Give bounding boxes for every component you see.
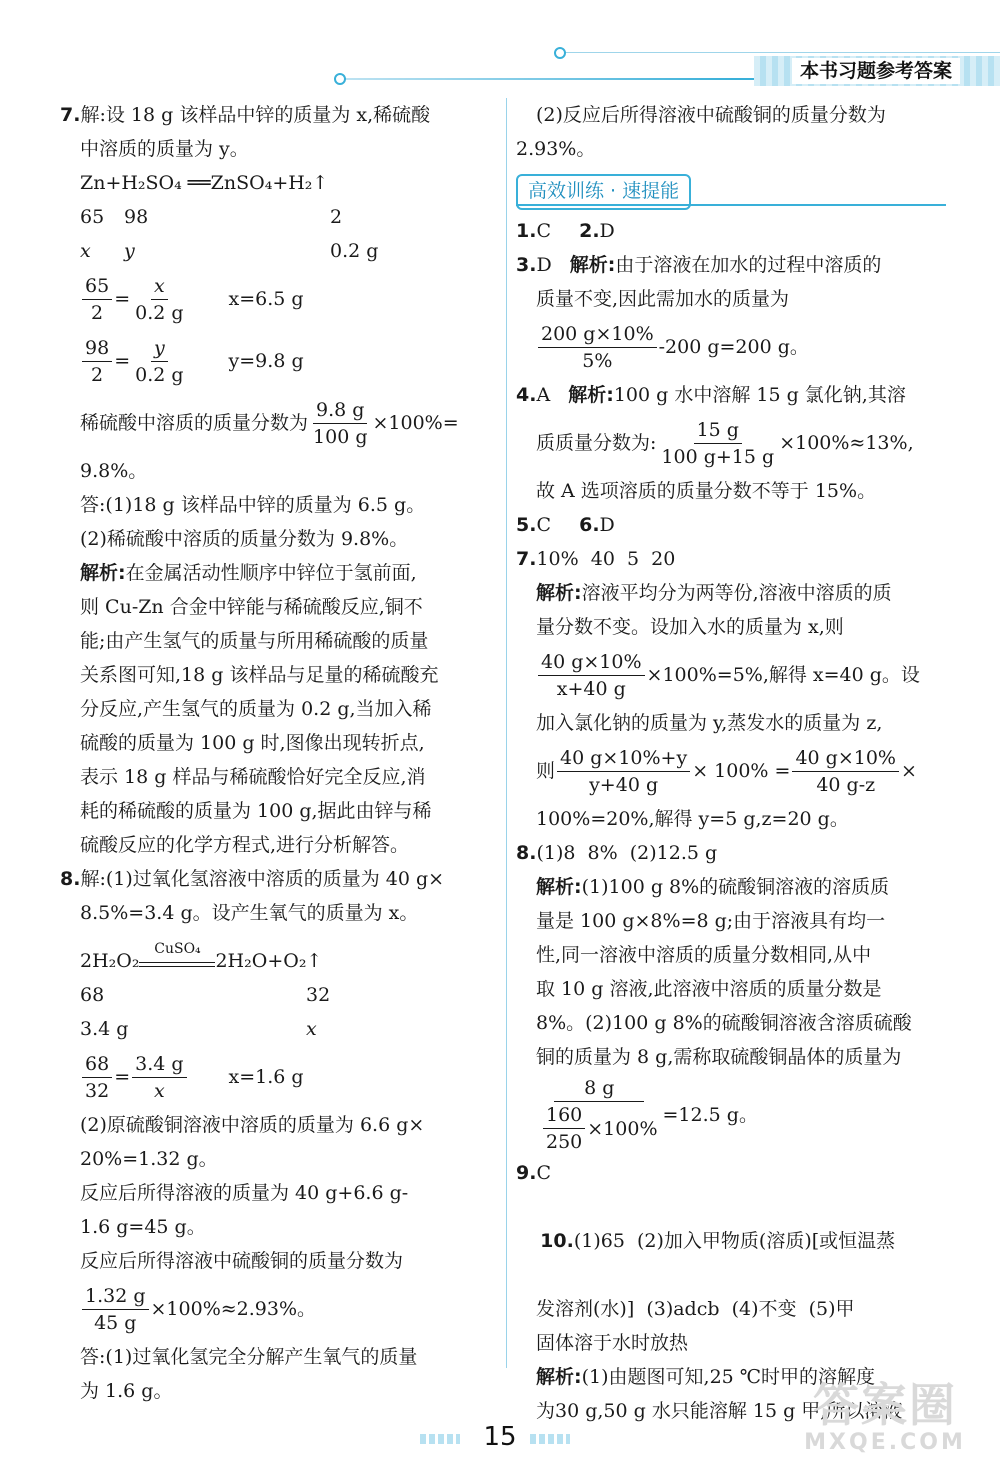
- denominator: 100 g: [313, 425, 368, 448]
- proportion-4: [60, 1278, 500, 1340]
- fraction-label: 则: [536, 760, 556, 782]
- analysis-text: 100 g 水中溶解 15 g 氯化钠,其溶: [613, 384, 906, 406]
- item-7-fraction-1: [516, 644, 956, 706]
- item-answer: D: [536, 254, 552, 276]
- answer-1: 答:(1)18 g 该样品中锌的质量为 6.5 g。: [80, 494, 426, 516]
- mass-fraction-result: 9.8%。: [80, 460, 148, 482]
- analysis-line: 关系图可知,18 g 该样品与足量的稀硫酸充: [80, 664, 439, 686]
- equation-peroxide: [60, 941, 500, 978]
- item-number: 2.: [579, 220, 600, 242]
- item-10-line-1: [516, 1190, 956, 1292]
- value-h2o2: 3.4 g: [80, 1018, 129, 1040]
- left-column: [60, 98, 500, 1408]
- denominator: 2: [91, 301, 104, 324]
- fraction: [132, 273, 186, 326]
- analysis-label: 解析:: [536, 876, 582, 898]
- r-line-2: 2.93%。: [516, 138, 596, 160]
- fraction-mid: × 100% =: [692, 760, 791, 782]
- fraction-tail: ×100%≈2.93%。: [150, 1298, 317, 1320]
- section-header: [516, 166, 956, 214]
- numerator: 40 g×10%: [538, 649, 645, 676]
- mass-h2so4: 98: [124, 206, 149, 228]
- denominator: x+40 g: [556, 677, 626, 700]
- analysis-text: (1)由题图可知,25 ℃时甲的溶解度: [581, 1366, 876, 1388]
- analysis-label: 解析:: [569, 254, 616, 276]
- equation-masses-2: [60, 978, 500, 1012]
- header-rule: [560, 52, 1000, 53]
- item-answer: D: [599, 220, 615, 242]
- item-9-answer: [516, 1156, 956, 1190]
- analysis-text: 由于溶液在加水的过程中溶质的: [615, 254, 882, 276]
- item-8-fraction: [516, 1074, 956, 1156]
- numerator: 15 g: [694, 417, 742, 444]
- item-number: 3.: [516, 254, 537, 276]
- equals: =: [114, 288, 131, 310]
- reaction-arrow: [139, 941, 215, 967]
- analysis-label: 解析:: [536, 582, 582, 604]
- denominator: 100 g+15 g: [661, 445, 775, 468]
- fraction-tail: =12.5 g。: [662, 1104, 758, 1126]
- denominator: 0.2 g: [135, 363, 184, 386]
- item-answer: C: [536, 220, 551, 242]
- item-3-line-1: [516, 248, 956, 282]
- equation-zinc: Zn+H₂SO₄ ══ZnSO₄+H₂↑: [80, 172, 329, 194]
- item-10-line-3: 固体溶于水时放热: [536, 1332, 689, 1354]
- fraction-tail: ×100%≈13%,: [779, 432, 914, 454]
- denominator: 2: [91, 363, 104, 386]
- mass-h2: 2: [330, 206, 343, 228]
- numerator: 68: [82, 1051, 112, 1078]
- section-underline: [516, 204, 946, 206]
- item-answer: A: [536, 384, 551, 406]
- numerator: 98: [82, 335, 112, 362]
- item-7-line-1: [516, 576, 956, 610]
- mass-h2o2: 68: [80, 984, 105, 1006]
- item-answer: (1)8 8% (2)12.5 g: [536, 842, 718, 864]
- item-number: 4.: [516, 384, 537, 406]
- analysis-text: 溶液平均分为两等份,溶液中溶质的质: [581, 582, 892, 604]
- numerator: y: [151, 335, 168, 362]
- q8-line-6: 1.6 g=45 g。: [80, 1216, 206, 1238]
- numerator: x: [151, 273, 168, 300]
- column-divider: [506, 98, 507, 1368]
- answer-row-1-2: [516, 214, 956, 248]
- unknown-y: y: [124, 240, 135, 262]
- item-8-line-2: 量是 100 g×8%=8 g;由于溶液具有均一: [536, 910, 886, 932]
- item-number: 6.: [579, 514, 600, 536]
- proportion-2: [60, 330, 500, 392]
- numerator: 9.8 g: [313, 397, 367, 424]
- numerator: 1.32 g: [82, 1283, 149, 1310]
- q8-answer-2: 为 1.6 g。: [80, 1380, 173, 1402]
- mass-fraction-line: [60, 392, 500, 454]
- fraction: [543, 1102, 585, 1155]
- result-y: y=9.8 g: [228, 350, 304, 372]
- fraction: [132, 335, 186, 388]
- item-answer: C: [536, 514, 551, 536]
- header-title: 本书习题参考答案: [792, 58, 960, 84]
- denominator: 32: [85, 1079, 110, 1102]
- item-answer: (1)65 (2)加入甲物质(溶质)[或恒温蒸: [573, 1230, 896, 1252]
- equals: =: [114, 350, 131, 372]
- value-h2: 0.2 g: [330, 240, 379, 262]
- fraction: [82, 273, 112, 326]
- numerator: 200 g×10%: [538, 321, 657, 348]
- mass-zn: 65: [80, 206, 105, 228]
- answer-2: (2)稀硫酸中溶质的质量分数为 9.8%。: [80, 528, 409, 550]
- q8-line-5: 反应后所得溶液的质量为 40 g+6.6 g-: [80, 1182, 409, 1204]
- item-4-line-1: [516, 378, 956, 412]
- q8-line-3: (2)原硫酸铜溶液中溶质的质量为 6.6 g×: [80, 1114, 425, 1136]
- item-number: 7.: [516, 548, 537, 570]
- item-10-line-2: 发溶剂(水)] (3)adcb (4)不变 (5)甲: [536, 1298, 855, 1320]
- item-7-answer: [516, 542, 956, 576]
- item-number: 8.: [516, 842, 537, 864]
- item-number: 9.: [516, 1162, 537, 1184]
- item-7-line-5: 100%=20%,解得 y=5 g,z=20 g。: [536, 808, 849, 830]
- q8-line-1: [60, 862, 500, 896]
- watermark-logo: 答案圈: [813, 1378, 957, 1432]
- analysis-line: 分反应,产生氢气的质量为 0.2 g,当加入稀: [80, 698, 432, 720]
- denominator: 5%: [582, 349, 613, 372]
- equation-values-2: [60, 1012, 500, 1046]
- fraction: [132, 1051, 186, 1104]
- fraction-tail: ×: [900, 760, 917, 782]
- item-10-line-5: 为30 g,50 g 水只能溶解 15 g 甲,所以溶液: [536, 1400, 903, 1422]
- denominator: 40 g-z: [816, 773, 876, 796]
- analysis-line: 耗的稀硫酸的质量为 100 g,据此由锌与稀: [80, 800, 432, 822]
- analysis-line: 能;由产生氢气的质量与所用稀硫酸的质量: [80, 630, 429, 652]
- q8-answer-1: 答:(1)过氧化氢完全分解产生氧气的质量: [80, 1346, 418, 1368]
- item-number: 1.: [516, 220, 537, 242]
- denominator: [538, 1102, 661, 1155]
- analysis-label: 解析:: [80, 562, 126, 584]
- fraction: [538, 1075, 661, 1155]
- equation-unknowns: [60, 234, 500, 268]
- fraction: [82, 1051, 112, 1104]
- q8-text: 解:(1)过氧化氢溶液中溶质的质量为 40 g×: [80, 868, 445, 890]
- eq-left: 2H₂O₂: [80, 950, 140, 972]
- item-7-fraction-2: [516, 740, 956, 802]
- item-answer: D: [599, 514, 615, 536]
- item-4-line-3: 故 A 选项溶质的质量分数不等于 15%。: [536, 480, 877, 502]
- page-number: 15: [483, 1422, 517, 1452]
- mass-fraction-tail: ×100%=: [372, 412, 459, 434]
- q8-number: 8.: [60, 868, 81, 890]
- answer-row-5-6: [516, 508, 956, 542]
- numerator: 160: [543, 1102, 585, 1129]
- fraction: [310, 397, 370, 450]
- item-8-answer: [516, 836, 956, 870]
- q8-line-4: 20%=1.32 g。: [80, 1148, 218, 1170]
- item-7-line-3: 加入氯化钠的质量为 y,蒸发水的质量为 z,: [536, 712, 883, 734]
- analysis-label: 解析:: [568, 384, 614, 406]
- analysis-line: [60, 556, 500, 590]
- q7-line-2: 中溶质的质量为 y。: [80, 138, 249, 160]
- item-8-line-6: 铜的质量为 8 g,需称取硫酸铜晶体的质量为: [536, 1046, 902, 1068]
- q7-line-1: [60, 98, 500, 132]
- fraction: [538, 649, 645, 702]
- fraction: [538, 321, 657, 374]
- fraction: [658, 417, 777, 470]
- denominator: 0.2 g: [135, 301, 184, 324]
- fraction-tail: ×100%=5%,解得 x=40 g。设: [646, 664, 920, 686]
- analysis-text: 在金属活动性顺序中锌位于氢前面,: [125, 562, 417, 584]
- right-column: [516, 98, 956, 1428]
- analysis-line: 表示 18 g 样品与稀硫酸恰好完全反应,消: [80, 766, 426, 788]
- watermark-site: MXQE.COM: [804, 1430, 966, 1455]
- section-title: 高效训练 · 速提能: [516, 174, 691, 210]
- fraction: [792, 745, 899, 798]
- eq-right: 2H₂O+O₂↑: [215, 950, 323, 972]
- q8-line-2: 8.5%=3.4 g。设产生氧气的质量为 x。: [80, 902, 419, 924]
- numerator: 3.4 g: [132, 1051, 186, 1078]
- analysis-text: (1)100 g 8%的硫酸铜溶液的溶质质: [581, 876, 890, 898]
- fraction: [82, 335, 112, 388]
- item-3-line-2: 质量不变,因此需加水的质量为: [536, 288, 790, 310]
- result-x: x=6.5 g: [228, 288, 304, 310]
- item-8-line-4: 取 10 g 溶液,此溶液中溶质的质量分数是: [536, 978, 882, 1000]
- numerator: 65: [82, 273, 112, 300]
- unknown-x: x: [80, 240, 91, 262]
- fraction: [557, 745, 690, 798]
- fraction-tail: -200 g=200 g。: [658, 336, 809, 358]
- denominator: 250: [546, 1131, 583, 1153]
- q7-text: 解:设 18 g 该样品中锌的质量为 x,稀硫酸: [80, 104, 431, 126]
- unknown-x: x: [306, 1018, 317, 1040]
- equation-masses: [60, 200, 500, 234]
- denominator: 45 g: [94, 1311, 137, 1334]
- item-8-line-1: [516, 870, 956, 904]
- header-dot-icon: [554, 47, 566, 59]
- denominator: y+40 g: [589, 773, 659, 796]
- item-number: 5.: [516, 514, 537, 536]
- analysis-line: 硫酸的质量为 100 g 时,图像出现转折点,: [80, 732, 425, 754]
- proportion-1: [60, 268, 500, 330]
- analysis-line: 硫酸反应的化学方程式,进行分析解答。: [80, 834, 410, 856]
- watermark: [790, 1380, 980, 1460]
- item-4-fraction: [516, 412, 956, 474]
- item-8-line-5: 8%。(2)100 g 8%的硫酸铜溶液含溶质硫酸: [536, 1012, 912, 1034]
- numerator: 8 g: [554, 1075, 644, 1102]
- percent-factor: ×100%: [587, 1117, 658, 1140]
- analysis-line: 则 Cu-Zn 合金中锌能与稀硫酸反应,铜不: [80, 596, 423, 618]
- denominator: x: [153, 1079, 165, 1102]
- item-3-fraction: [516, 316, 956, 378]
- r-line-1: (2)反应后所得溶液中硫酸铜的质量分数为: [536, 104, 886, 126]
- analysis-label: 解析:: [536, 1366, 582, 1388]
- mass-o2: 32: [306, 984, 331, 1006]
- item-number: 10.: [540, 1230, 574, 1252]
- numerator: 40 g×10%+y: [557, 745, 690, 772]
- numerator: 40 g×10%: [792, 745, 899, 772]
- catalyst: CuSO₄: [154, 941, 201, 957]
- item-7-line-2: 量分数不变。设加入水的质量为 x,则: [536, 616, 844, 638]
- equals: =: [114, 1066, 131, 1088]
- q7-number: 7.: [60, 104, 81, 126]
- mass-fraction-label: 稀硫酸中溶质的质量分数为: [80, 412, 309, 434]
- item-8-line-3: 性,同一溶液中溶质的质量分数相同,从中: [536, 944, 872, 966]
- q8-line-7: 反应后所得溶液中硫酸铜的质量分数为: [80, 1250, 404, 1272]
- header-dot-icon: [334, 73, 346, 85]
- proportion-3: [60, 1046, 500, 1108]
- fraction-label: 质质量分数为:: [536, 432, 657, 454]
- item-answer: C: [536, 1162, 551, 1184]
- result-x: x=1.6 g: [228, 1066, 304, 1088]
- item-answer: 10% 40 5 20: [536, 548, 676, 570]
- fraction: [82, 1283, 149, 1336]
